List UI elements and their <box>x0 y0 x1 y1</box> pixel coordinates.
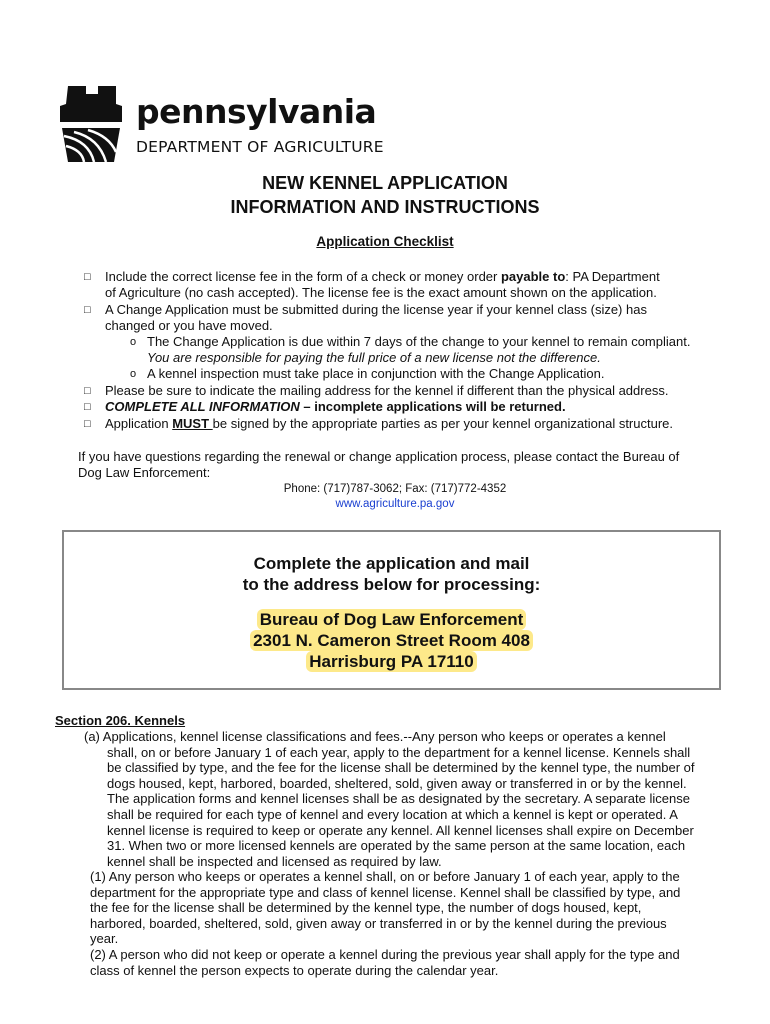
checklist-item-fee: Include the correct license fee in the form of a check or money order payable to: PA Department <box>105 269 660 284</box>
checklist-heading: Application Checklist <box>316 234 454 249</box>
logo-department: DEPARTMENT OF AGRICULTURE <box>136 138 384 156</box>
website-link[interactable]: www.agriculture.pa.gov <box>335 498 455 510</box>
section-paragraph-line: (2) A person who did not keep or operate a kennel during the previous year shall apply for the type and <box>90 947 680 962</box>
section-paragraph-line: (1) Any person who keeps or operates a kennel shall, on or before January 1 of each year, apply to the <box>90 869 680 884</box>
section-paragraph-line: year. <box>90 931 119 947</box>
section-a-line: The application forms and kennel licenses shall be as designated by the secretary. A separate license <box>107 791 690 807</box>
section-a-line: kennel shall be inspected and licensed as required by law. <box>107 853 442 869</box>
section-a-line: 31. When two or more licensed kennels are operated by the same person at the same location, each <box>107 838 686 854</box>
checklist-item-change-cont: changed or you have moved. <box>105 318 273 333</box>
section-a-line: be classified by type, and the fee for the license shall be determined by the kennel type, the number of <box>107 760 695 776</box>
section-a-line: (a) Applications, kennel license classifications and fees.--Any person who keeps or operates a kennel <box>84 729 666 744</box>
address-line1: Bureau of Dog Law Enforcement <box>257 609 527 630</box>
checklist-item-change: A Change Application must be submitted during the license year if your kennel class (size) has <box>105 302 647 317</box>
checkbox-icon: □ <box>84 271 91 283</box>
checkbox-icon: □ <box>84 418 91 430</box>
checkbox-icon: □ <box>84 401 91 413</box>
checklist-item-signed: Application MUST be signed by the appropriate parties as per your kennel organizational structure. <box>105 416 674 431</box>
checkbox-icon: □ <box>84 304 91 316</box>
section-a-line: kennel license is required to keep or operate any kennel. All kennel licenses shall expire on December <box>107 822 694 838</box>
sub-bullet-icon: o <box>130 368 137 380</box>
sub-item-due: The Change Application is due within 7 days of the change to your kennel to remain compliant. <box>147 334 691 349</box>
checkbox-icon: □ <box>84 385 91 397</box>
section-heading: Section 206. Kennels <box>55 713 186 728</box>
logo-wordmark: pennsylvania <box>136 92 377 131</box>
contact-text: If you have questions regarding the renewal or change application process, please contact the Bureau of <box>78 449 680 464</box>
address-line2: 2301 N. Cameron Street Room 408 <box>250 630 533 651</box>
pa-agriculture-logo <box>54 86 414 162</box>
address-line3: Harrisburg PA 17110 <box>306 651 476 672</box>
section-paragraph-line: class of kennel the person expects to operate during the calendar year. <box>90 962 499 978</box>
page-title-line1: NEW KENNEL APPLICATION <box>262 173 508 193</box>
mail-instruction-line2: to the address below for processing: <box>242 575 541 594</box>
mailing-instructions-box <box>62 530 721 690</box>
section-a-line: shall, on or before January 1 of each year, apply to the department for a kennel license. Kennels shall <box>107 744 691 760</box>
section-paragraph-line: harbored, boarded, sheltered, sold, given away or transferred in or by the kennel during the previous <box>90 915 667 931</box>
section-paragraph-line: department for the appropriate type and class of kennel license. Kennel shall be classified by type, and <box>90 884 681 900</box>
checklist-item-mailing: Please be sure to indicate the mailing address for the kennel if different than the physical address. <box>105 383 669 398</box>
section-a-line: dogs housed, kept, harbored, boarded, sheltered, sold, given away or transferred in or by the kennel. <box>107 775 687 791</box>
sub-item-full-price: You are responsible for paying the full price of a new license not the difference. <box>147 350 601 365</box>
section-a-line: shall be required for each type of kennel and every location at which a kennel is kept or operated. A <box>107 807 678 822</box>
mail-instruction-line1: Complete the application and mail <box>253 554 530 573</box>
keystone-logo-icon <box>54 86 128 162</box>
sub-bullet-icon: o <box>130 336 137 348</box>
section-paragraph-line: the fee for the license shall be determined by the kennel type, the number of dogs housed, kept, <box>90 900 642 916</box>
sub-item-inspection: A kennel inspection must take place in conjunction with the Change Application. <box>147 366 605 381</box>
checklist-item-fee-cont: of Agriculture (no cash accepted). The license fee is the exact amount shown on the application. <box>105 285 657 300</box>
checklist-item-complete: COMPLETE ALL INFORMATION – incomplete applications will be returned. <box>105 399 566 414</box>
phone-fax: Phone: (717)787-3062; Fax: (717)772-4352 <box>283 483 507 495</box>
page-title-line2: INFORMATION AND INSTRUCTIONS <box>230 197 540 217</box>
contact-text-cont: Dog Law Enforcement: <box>78 465 211 480</box>
